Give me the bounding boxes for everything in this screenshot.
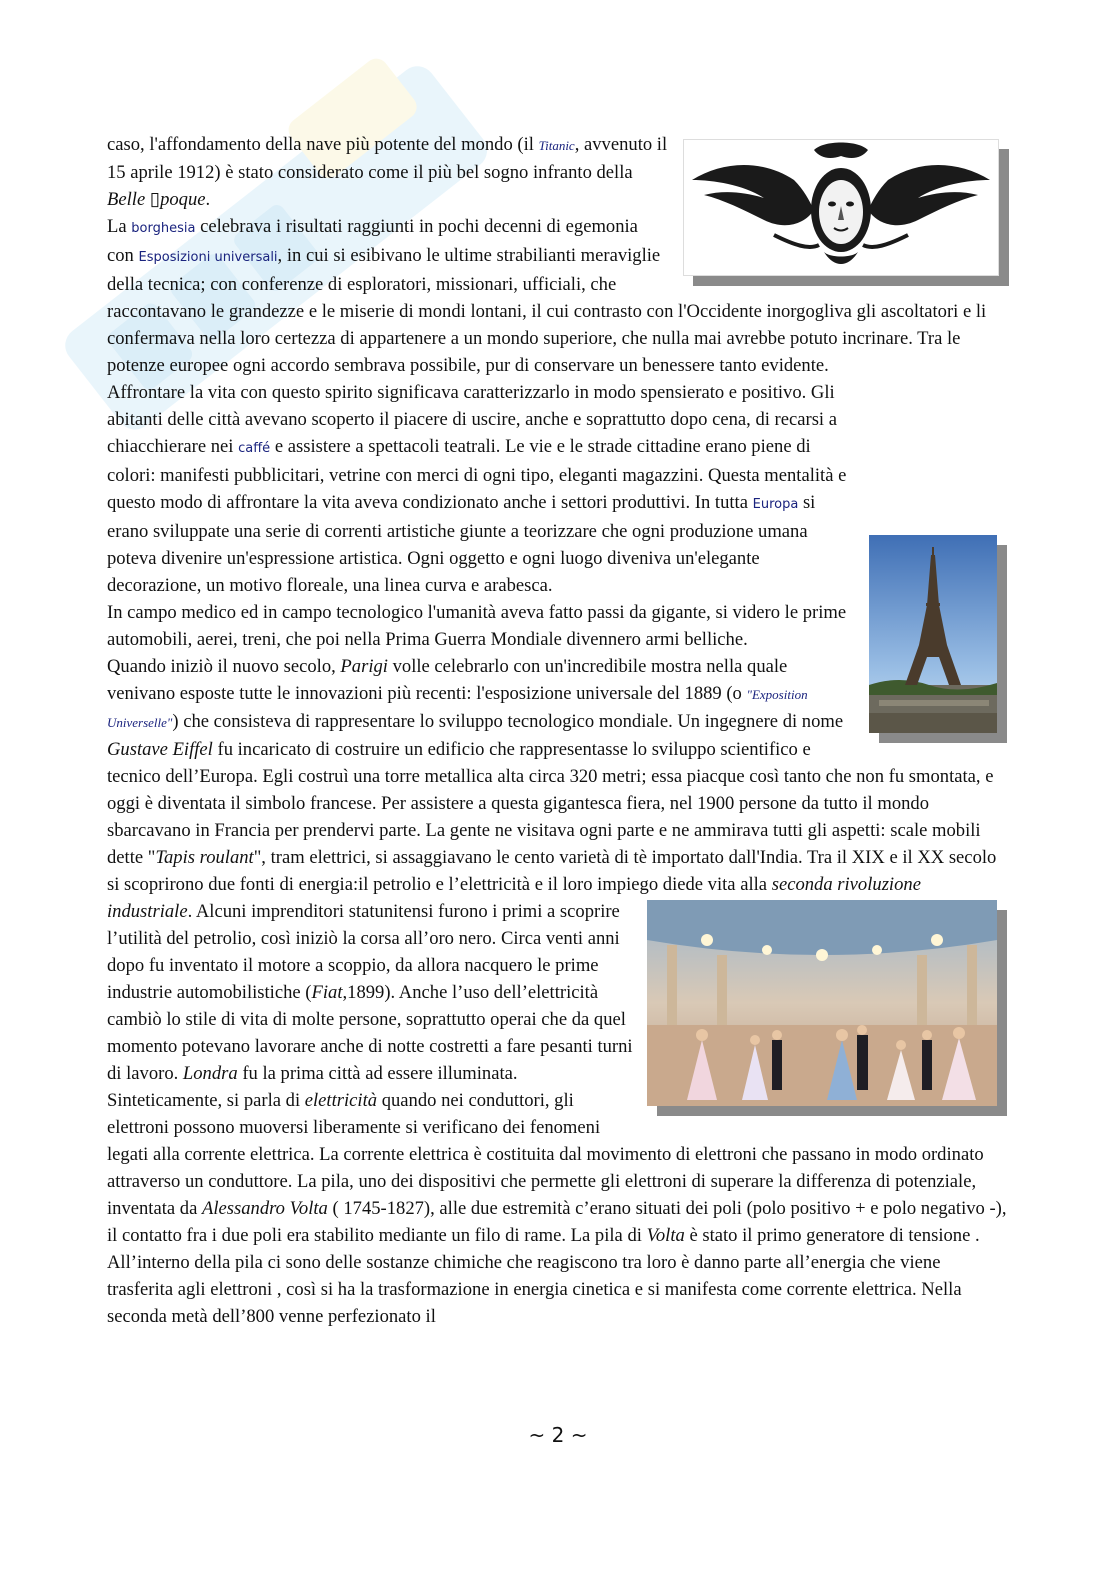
paragraph-2: La borghesia celebrava i risultati raggiunti in pochi decenni di egemonia con Esposizioni universali, in cui si esibivano le ultime strabilianti meraviglie della tecnica; con conferenze di esploratori, missionari, ufficiali, che raccontavano le grandezze e le miserie di mondi lontani, il cui contrasto con l'Occidente inorgogliva gli ascoltatori e li confermava nella loro certezza di appartenere a un mondo superiore, che nulla mai avrebbe potuto incrinare. Tra le potenze europee ogni accordo sembrava possibile, pur di conservare un benessere tanto evidente. <box>107 216 987 376</box>
ballroom-image <box>647 900 997 1106</box>
ornament-mask-icon <box>684 140 998 275</box>
eiffel-tower-icon <box>869 535 997 733</box>
ballroom-dance-icon <box>647 900 997 1106</box>
page-number: ~ 2 ~ <box>528 1423 588 1447</box>
link-borghesia[interactable]: borghesia <box>131 221 196 236</box>
paragraph-4: In campo medico ed in campo tecnologico l'umanità aveva fatto passi da gigante, si videro le prime automobili, aerei, treni, che poi nella Prima Guerra Mondiale divennero armi belliche. <box>107 602 847 650</box>
ornament-image <box>683 139 999 276</box>
paragraph-1: caso, l'affondamento della nave più potente del mondo (il Titanic, avvenuto il 15 aprile 1912) è stato considerato come il più bel sogno infranto della Belle ▯poque. <box>107 134 668 210</box>
paragraph-5: Quando iniziò il nuovo secolo, Parigi volle celebrarlo con un'incredibile mostra nella quale venivano esposte tutte le innovazioni più recenti: l'esposizione universale del 1889 (o "Exposition Universelle") che consisteva di rappresentare lo sviluppo tecnologico mondiale. Un ingegnere di nome Gustave Eiffel fu incaricato di costruire un edificio che rappresentasse lo sviluppo scientifico e tecnico dell’Europa. Egli costruì una torre metallica alta circa 320 metri; essa piacque così tanto che non fu smontata, e oggi è diventata il simbolo francese. Per assistere a questa gigantesca fiera, nel 1900 persone da tutto il mondo sbarcavano in Francia per prendervi parte. La gente ne visitava ogni parte e ne ammirava tutti gli aspetti: scale mobili dette "Tapis roulant", tram elettrici, si assaggiavano le cento varietà di tè importato dall'India. Tra il XIX e il XX secolo si scoprirono due fonti di energia:il petrolio e l’elettricità e il loro impiego diede vita alla seconda rivoluzione industriale. Alcuni imprenditori statunitensi furono i primi a scoprire l’utilità del petrolio, così iniziò la corsa all’oro nero. Circa venti anni dopo fu inventato il motore a scoppio, da allora nacquero le prime industrie automobilistiche (Fiat,1899). Anche l’uso dell’elettricità cambiò lo stile di vita di molte persone, soprattutto operai che da quel momento potevano lavorare anche di notte costretti a fare pesanti turni di lavoro. Londra fu la prima città ad essere illuminata. Sinteticamente, si parla di elettricità quando nei conduttori, gli elettroni possono muoversi liberamente si verificano dei fenomeni legati alla corrente elettrica. La corrente elettrica è costituita dal movimento di elettroni che passano in modo ordinato attraverso un conduttore. La pila, uno dei dispositivi che permette gli elettroni di superare la differenza di potenziale, inventata da Alessandro Volta ( 1745-1827), alle due estremità c’erano situati dei poli (polo positivo + e polo negativo -), il contatto fra i due poli era stabilito mediante un filo di rame. La pila di Volta è stato il primo generatore di tensione . All’interno della pila ci sono delle sostanze chimiche che reagiscono tra loro è danno parte all’energia che viene trasferita agli elettroni , così si ha la trasformazione in energia cinetica e si manifesta come corrente elettrica. Nella seconda metà dell’800 venne perfezionato il <box>107 656 1007 1327</box>
link-esposizioni-universali[interactable]: Esposizioni universali <box>138 250 278 265</box>
link-exposition-universelle[interactable]: "Exposition Universelle" <box>107 687 808 730</box>
eiffel-tower-image <box>869 535 997 733</box>
link-caffe[interactable]: caffé <box>238 441 271 456</box>
paragraph-3: Affrontare la vita con questo spirito significava caratterizzarlo in modo spensierato e positivo. Gli abitanti delle città avevano scoperto il piacere di uscire, anche e soprattutto dopo cena, di recarsi a chiacchierare nei caffé e assistere a spettacoli teatrali. Le vie e le strade cittadine erano piene di colori: manifesti pubblicitari, vetrine con merci di ogni tipo, eleganti magazzini. Questa mentalità e questo modo di affrontare la vita aveva condizionato anche i settori produttivi. In tutta Europa si erano sviluppate una serie di correnti artistiche giunte a teorizzare che ogni produzione umana poteva divenire un'espressione artistica. Ogni oggetto e ogni luogo diveniva un'elegante decorazione, un motivo floreale, una linea curva e arabesca. <box>107 382 847 596</box>
link-titanic[interactable]: Titanic <box>538 138 575 153</box>
link-europa[interactable]: Europa <box>752 497 799 512</box>
document-body <box>107 131 1007 1330</box>
